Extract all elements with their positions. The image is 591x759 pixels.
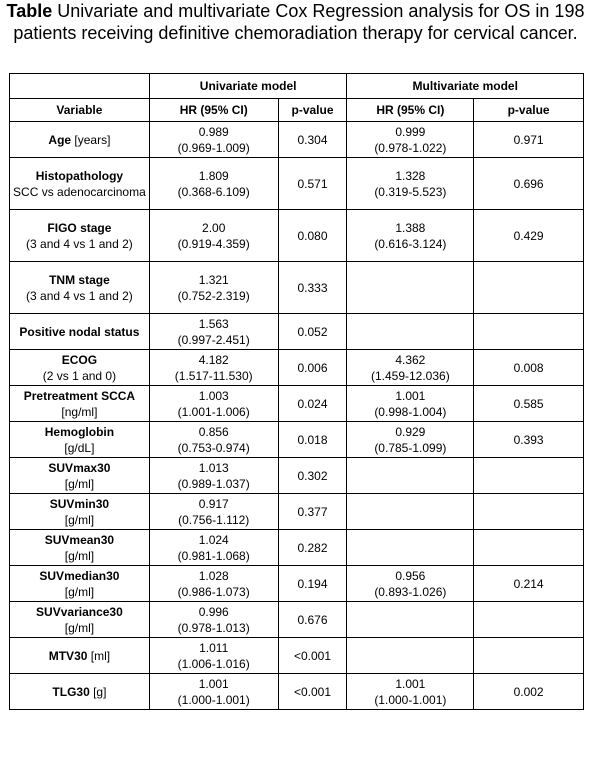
univariate-p-value: <0.001 — [278, 674, 347, 710]
multivariate-p-value: 0.008 — [474, 350, 584, 386]
univariate-hr-value: 0.996 — [198, 604, 229, 619]
table-row — [10, 458, 584, 494]
header-variable: Variable — [10, 99, 150, 122]
variable-name: Pretreatment SCCA — [23, 388, 136, 403]
variable-cell — [10, 530, 150, 566]
multivariate-hr-value: 1.001 — [395, 388, 426, 403]
header-uni-hr: HR (95% CI) — [149, 99, 278, 122]
variable-cell — [10, 638, 150, 674]
univariate-hr-value: 1.011 — [199, 640, 229, 655]
multivariate-hr-cell — [347, 210, 474, 262]
multivariate-p-value — [474, 602, 584, 638]
univariate-ci-value: (0.752-2.319) — [177, 288, 250, 303]
univariate-p-value: 0.377 — [278, 494, 347, 530]
header-multivariate-model: Multivariate model — [347, 74, 584, 99]
header-column-row — [10, 99, 584, 122]
univariate-hr-cell — [149, 210, 278, 262]
multivariate-hr-cell — [347, 314, 474, 350]
header-uni-p: p-value — [278, 99, 347, 122]
multivariate-hr-cell — [347, 674, 474, 710]
table-row — [10, 350, 584, 386]
variable-detail: (3 and 4 vs 1 and 2) — [26, 236, 133, 251]
univariate-hr-value: 1.001 — [198, 676, 229, 691]
univariate-hr-cell — [149, 158, 278, 210]
table-row — [10, 494, 584, 530]
univariate-hr-value: 1.809 — [198, 168, 229, 183]
univariate-ci-value: (0.986-1.073) — [177, 584, 250, 599]
univariate-ci-value: (1.517-11.530) — [174, 368, 253, 383]
univariate-hr-cell — [149, 602, 278, 638]
variable-detail: [g/ml] — [64, 620, 95, 635]
variable-detail: (2 vs 1 and 0) — [42, 368, 117, 383]
variable-cell — [10, 262, 150, 314]
variable-name: TLG30 — [52, 684, 90, 699]
variable-detail: [g/ml] — [64, 512, 95, 527]
univariate-hr-value: 1.321 — [198, 272, 229, 287]
univariate-hr-cell — [149, 422, 278, 458]
variable-cell — [10, 602, 150, 638]
univariate-p-value: 0.676 — [278, 602, 347, 638]
multivariate-ci-value: (0.616-3.124) — [374, 236, 447, 251]
univariate-hr-cell — [149, 530, 278, 566]
multivariate-ci-value: (1.000-1.001) — [374, 692, 447, 707]
univariate-p-value: 0.282 — [278, 530, 347, 566]
univariate-ci-value: (1.006-1.016) — [177, 656, 250, 671]
univariate-ci-value: (0.919-4.359) — [177, 236, 250, 251]
multivariate-hr-value: 0.999 — [395, 124, 426, 139]
header-mv-p: p-value — [474, 99, 584, 122]
variable-cell — [10, 122, 150, 158]
multivariate-p-value: 0.214 — [474, 566, 584, 602]
multivariate-p-value — [474, 314, 584, 350]
multivariate-ci-value: (0.785-1.099) — [374, 440, 447, 455]
variable-detail: [years] — [71, 132, 111, 147]
univariate-ci-value: (1.001-1.006) — [177, 404, 250, 419]
header-univariate-model: Univariate model — [149, 74, 347, 99]
variable-name: SUVmean30 — [44, 532, 115, 547]
univariate-hr-cell — [149, 674, 278, 710]
multivariate-hr-cell — [347, 638, 474, 674]
multivariate-p-value — [474, 458, 584, 494]
variable-name: SUVmin30 — [49, 496, 110, 511]
variable-detail: [g] — [89, 684, 107, 699]
multivariate-hr-cell — [347, 494, 474, 530]
multivariate-hr-cell — [347, 566, 474, 602]
table-row — [10, 210, 584, 262]
univariate-p-value: <0.001 — [278, 638, 347, 674]
variable-cell — [10, 350, 150, 386]
univariate-ci-value: (0.981-1.068) — [177, 548, 250, 563]
multivariate-hr-cell — [347, 158, 474, 210]
variable-detail: [g/dL] — [64, 440, 95, 455]
univariate-hr-cell — [149, 638, 278, 674]
univariate-ci-value: (0.368-6.109) — [177, 184, 250, 199]
univariate-hr-cell — [149, 314, 278, 350]
variable-name: Age — [48, 132, 72, 147]
univariate-ci-value: (0.969-1.009) — [177, 140, 250, 155]
univariate-p-value: 0.024 — [278, 386, 347, 422]
table-row — [10, 530, 584, 566]
variable-cell — [10, 674, 150, 710]
header-empty-cell — [10, 74, 150, 99]
multivariate-p-value: 0.393 — [474, 422, 584, 458]
variable-detail: (3 and 4 vs 1 and 2) — [26, 288, 133, 303]
variable-cell — [10, 158, 150, 210]
variable-cell — [10, 458, 150, 494]
multivariate-ci-value: (0.893-1.026) — [374, 584, 447, 599]
variable-cell — [10, 210, 150, 262]
multivariate-p-value — [474, 494, 584, 530]
table-row — [10, 566, 584, 602]
univariate-ci-value: (0.978-1.013) — [177, 620, 250, 635]
variable-cell — [10, 566, 150, 602]
univariate-p-value: 0.333 — [278, 262, 347, 314]
univariate-hr-value: 4.182 — [198, 352, 229, 367]
univariate-hr-value: 1.028 — [198, 568, 229, 583]
table-row — [10, 122, 584, 158]
univariate-p-value: 0.052 — [278, 314, 347, 350]
multivariate-p-value: 0.585 — [474, 386, 584, 422]
multivariate-p-value: 0.002 — [474, 674, 584, 710]
univariate-ci-value: (0.756-1.112) — [178, 512, 250, 527]
univariate-p-value: 0.006 — [278, 350, 347, 386]
univariate-hr-value: 1.563 — [198, 316, 229, 331]
variable-cell — [10, 314, 150, 350]
multivariate-hr-cell — [347, 530, 474, 566]
multivariate-hr-cell — [347, 350, 474, 386]
univariate-hr-value: 0.989 — [198, 124, 229, 139]
variable-name: SUVvariance30 — [36, 604, 123, 619]
multivariate-hr-cell — [347, 458, 474, 494]
univariate-p-value: 0.194 — [278, 566, 347, 602]
variable-detail: [g/ml] — [64, 476, 95, 491]
multivariate-ci-value: (0.978-1.022) — [374, 140, 447, 155]
multivariate-p-value: 0.696 — [474, 158, 584, 210]
variable-name: Positive nodal status — [19, 324, 140, 339]
multivariate-hr-value: 1.328 — [395, 168, 426, 183]
header-mv-hr: HR (95% CI) — [347, 99, 474, 122]
variable-name: SUVmax30 — [48, 460, 111, 475]
table-row — [10, 262, 584, 314]
multivariate-hr-cell — [347, 422, 474, 458]
univariate-hr-cell — [149, 350, 278, 386]
multivariate-hr-cell — [347, 386, 474, 422]
multivariate-p-value — [474, 262, 584, 314]
multivariate-hr-value: 0.956 — [395, 568, 426, 583]
univariate-hr-cell — [149, 122, 278, 158]
univariate-ci-value: (1.000-1.001) — [177, 692, 250, 707]
table-row — [10, 422, 584, 458]
multivariate-p-value — [474, 530, 584, 566]
multivariate-hr-value: 4.362 — [395, 352, 426, 367]
variable-name: SUVmedian30 — [39, 568, 120, 583]
variable-cell — [10, 422, 150, 458]
multivariate-ci-value: (0.998-1.004) — [374, 404, 447, 419]
univariate-p-value: 0.571 — [278, 158, 347, 210]
variable-detail: [ml] — [87, 648, 111, 663]
table-caption — [0, 0, 591, 44]
variable-cell — [10, 386, 150, 422]
variable-name: FIGO stage — [47, 220, 112, 235]
variable-name: MTV30 — [48, 648, 88, 663]
header-group-row — [10, 74, 584, 99]
univariate-hr-value: 1.003 — [198, 388, 229, 403]
variable-cell — [10, 494, 150, 530]
univariate-hr-value: 0.856 — [198, 424, 229, 439]
multivariate-ci-value: (0.319-5.523) — [374, 184, 447, 199]
univariate-hr-cell — [149, 386, 278, 422]
variable-name: Hemoglobin — [44, 424, 115, 439]
multivariate-p-value: 0.429 — [474, 210, 584, 262]
univariate-hr-cell — [149, 458, 278, 494]
caption-text: Univariate and multivariate Cox Regression analysis for OS in 198 patients receiving definitive chemoradiation therapy for cervical cancer. — [13, 1, 585, 43]
multivariate-hr-cell — [347, 122, 474, 158]
multivariate-hr-cell — [347, 262, 474, 314]
univariate-hr-value: 0.917 — [198, 496, 229, 511]
univariate-ci-value: (0.989-1.037) — [177, 476, 250, 491]
univariate-p-value: 0.302 — [278, 458, 347, 494]
multivariate-hr-value: 1.388 — [395, 220, 426, 235]
variable-detail: SCC vs adenocarcinoma — [13, 184, 146, 199]
univariate-p-value: 0.304 — [278, 122, 347, 158]
univariate-hr-value: 2.00 — [202, 220, 226, 235]
variable-detail: [g/ml] — [64, 584, 95, 599]
multivariate-hr-cell — [347, 602, 474, 638]
table-row — [10, 158, 584, 210]
variable-name: ECOG — [61, 352, 98, 367]
multivariate-hr-value: 0.929 — [395, 424, 426, 439]
univariate-ci-value: (0.997-2.451) — [177, 332, 250, 347]
table-row — [10, 386, 584, 422]
multivariate-p-value: 0.971 — [474, 122, 584, 158]
univariate-hr-value: 1.024 — [198, 532, 229, 547]
univariate-p-value: 0.018 — [278, 422, 347, 458]
univariate-hr-cell — [149, 566, 278, 602]
multivariate-ci-value: (1.459-12.036) — [370, 368, 450, 383]
multivariate-hr-value: 1.001 — [395, 676, 426, 691]
univariate-ci-value: (0.753-0.974) — [177, 440, 250, 455]
caption-label: Table — [6, 1, 53, 21]
univariate-hr-value: 1.013 — [198, 460, 229, 475]
univariate-hr-cell — [149, 494, 278, 530]
table-row — [10, 638, 584, 674]
univariate-hr-cell — [149, 262, 278, 314]
variable-name: TNM stage — [49, 272, 110, 287]
table-row — [10, 314, 584, 350]
multivariate-p-value — [474, 638, 584, 674]
cox-regression-table — [9, 73, 584, 710]
univariate-p-value: 0.080 — [278, 210, 347, 262]
variable-detail: [ng/ml] — [61, 404, 98, 419]
variable-detail: [g/ml] — [64, 548, 95, 563]
table-row — [10, 674, 584, 710]
table-row — [10, 602, 584, 638]
variable-name: Histopathology — [35, 168, 124, 183]
